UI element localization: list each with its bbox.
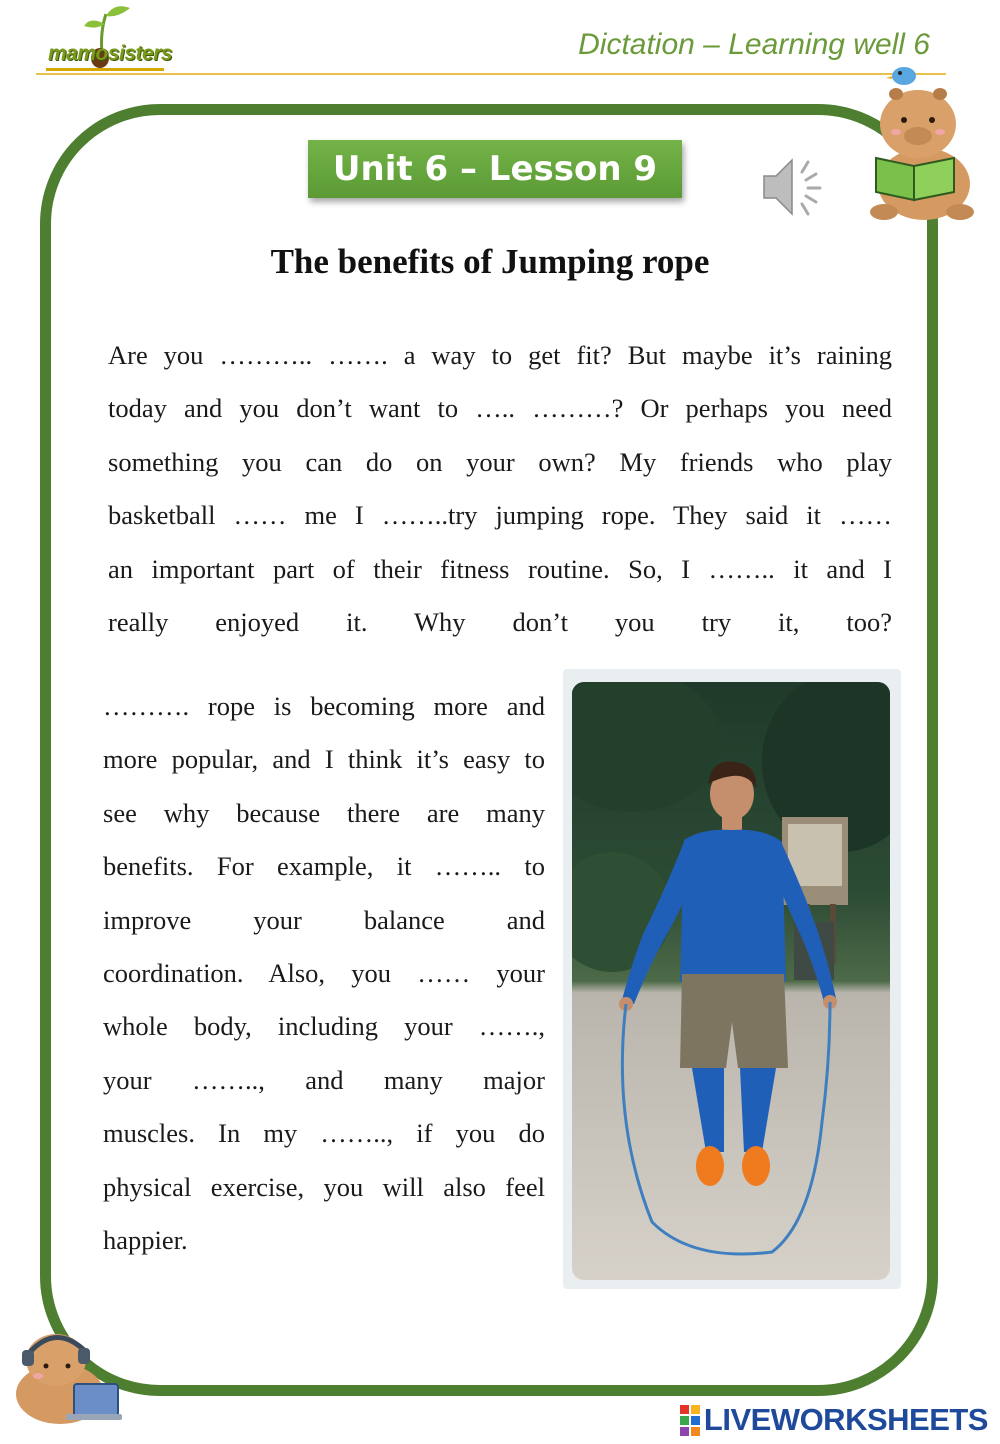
text-line: happier. [103, 1225, 188, 1256]
text-line: coordination. Also, you …… your [103, 958, 545, 989]
text-line: see why because there are many [103, 797, 545, 828]
text-line: more popular, and I think it’s easy to [103, 744, 545, 775]
brand-logo [40, 2, 180, 78]
text-line: improve your balance and [103, 904, 545, 935]
lesson-title: The benefits of Jumping rope [270, 242, 710, 281]
text-line: really enjoyed it. Why don’t you try it, too? [108, 607, 892, 638]
text-line: muscles. In my …….., if you do [103, 1118, 545, 1149]
text-line: something you can do on your own? My friends who play [108, 446, 892, 477]
text-line: an important part of their fitness routine. So, I …….. it and I [108, 553, 892, 584]
logo-text: mamosisters [48, 42, 173, 65]
text-line: physical exercise, you will also feel [103, 1171, 545, 1202]
text-line: whole body, including your ……., [103, 1011, 545, 1042]
header-title: Dictation – Learning well 6 [578, 28, 930, 61]
text-line: basketball …… me I ……..try jumping rope. They said it …… [108, 500, 892, 531]
header-divider [36, 73, 946, 75]
speaker-icon[interactable] [760, 152, 832, 222]
liveworksheets-logo-icon [680, 1405, 700, 1436]
capybara-laptop-icon [8, 1322, 126, 1426]
text-line: your …….., and many major [103, 1064, 545, 1095]
text-line: ………. rope is becoming more and [103, 691, 545, 721]
text-line: benefits. For example, it …….. to [103, 851, 545, 882]
text-line: Are you ……….. ……. a way to get fit? But maybe it’s raining [108, 340, 892, 370]
paragraph-2 [103, 680, 545, 1267]
text-line: today and you don’t want to ….. ………? Or perhaps you need [108, 393, 892, 424]
logo-sprout-icon [40, 2, 180, 78]
liveworksheets-brand[interactable] [680, 1402, 988, 1438]
liveworksheets-text: LIVEWORKSHEETS [703, 1402, 988, 1437]
logo-underline [46, 68, 164, 71]
jump-rope-photo [572, 682, 890, 1280]
lesson-badge: Unit 6 – Lesson 9 [308, 140, 682, 198]
paragraph-1 [108, 329, 892, 649]
capybara-reading-icon [862, 62, 980, 224]
